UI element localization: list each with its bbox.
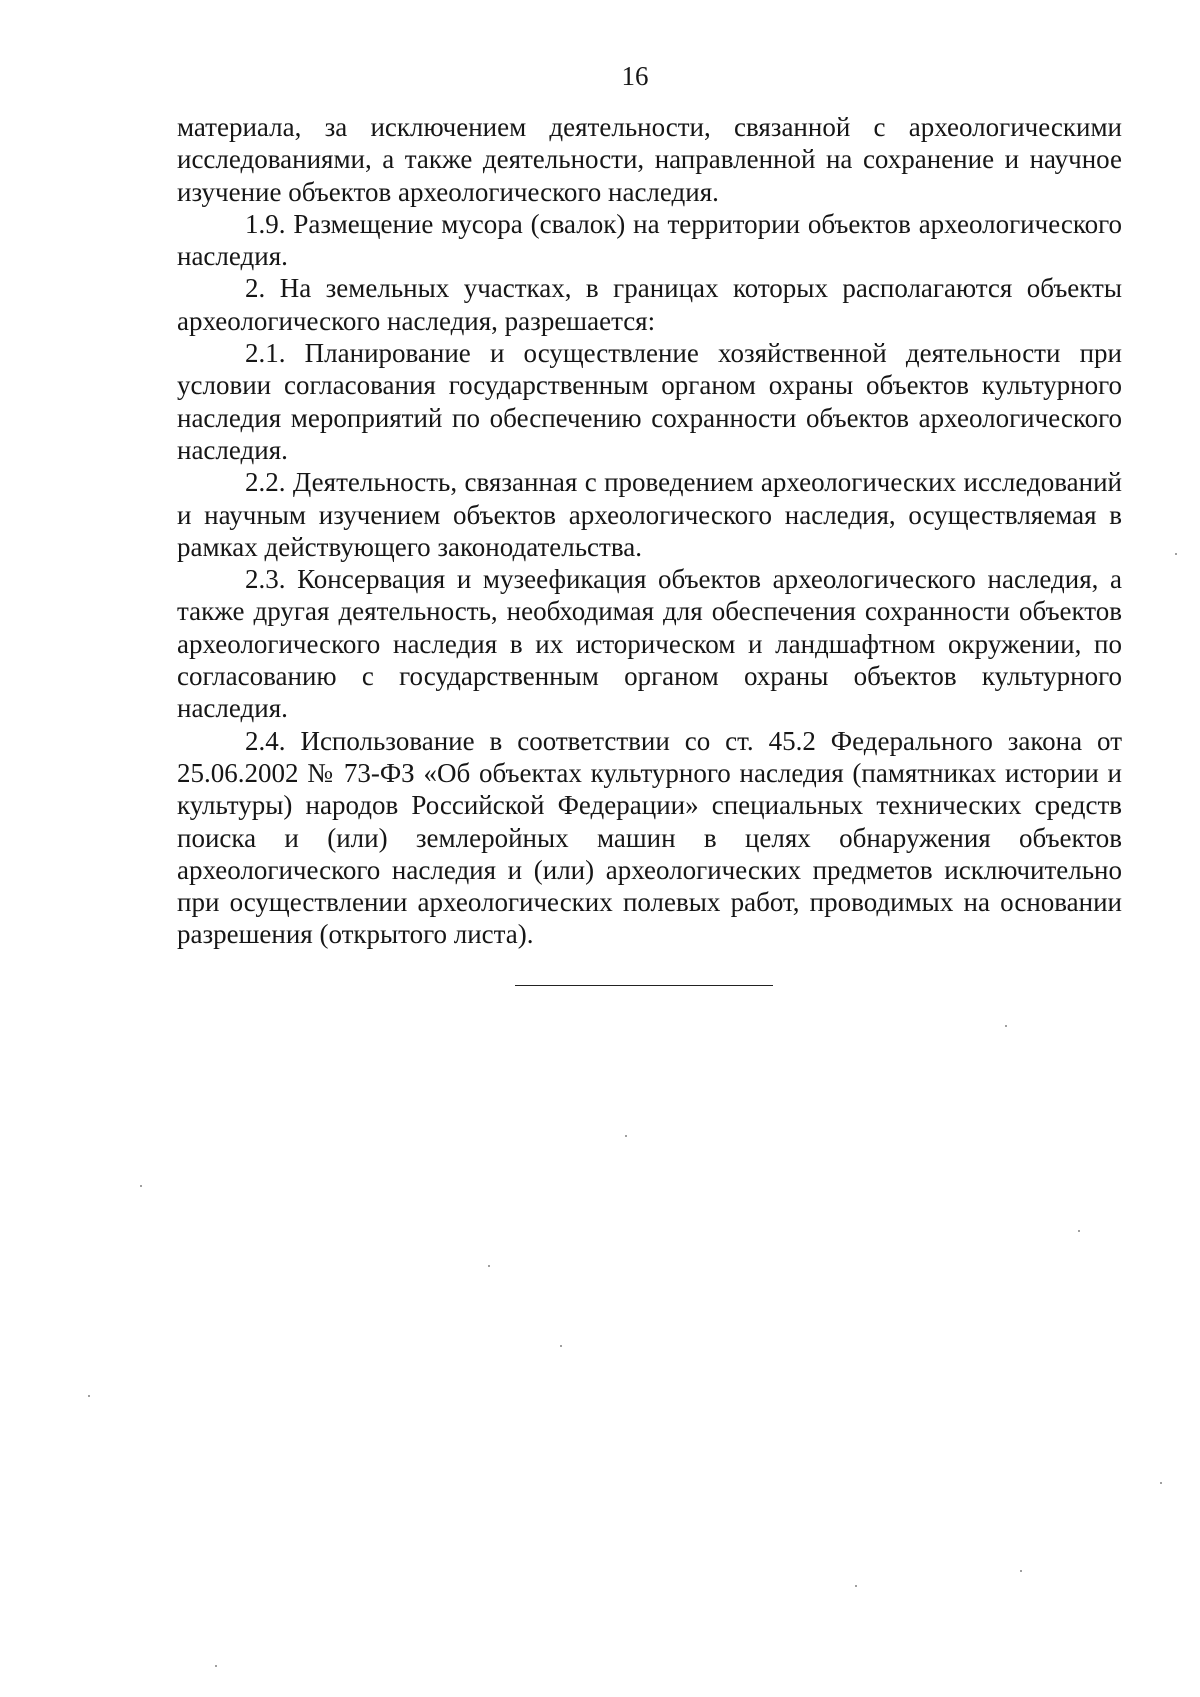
paragraph-1-9: 1.9. Размещение мусора (свалок) на территории объектов археологического наследия. xyxy=(177,208,1122,272)
paragraph-2-4: 2.4. Использование в соответствии со ст. 45.2 Федерального закона от 25.06.2002 № 73-ФЗ «Об объектах культурного наследия (памятниках истории и культуры) народов Российской Федерации» специальных технических средств поиска и (или) землеройных машин в целях обнаружения объектов археологического наследия и (или) археологических предметов исключительно при осуществлении археологических полевых работ, проводимых на основании разрешения (открытого листа). xyxy=(177,725,1122,950)
paragraph-2: 2. На земельных участках, в границах которых располагаются объекты археологического наследия, разрешается: xyxy=(177,273,1122,336)
scan-speck xyxy=(1005,1025,1007,1027)
scan-speck xyxy=(1078,1230,1080,1232)
document-body xyxy=(177,111,1122,951)
paragraph-2-1: 2.1. Планирование и осуществление хозяйственной деятельности при условии согласования государственным органом охраны объектов культурного наследия мероприятий по обеспечению сохранности объектов археологического наследия. xyxy=(177,338,1122,465)
paragraph-2-2: 2.2. Деятельность, связанная с проведением археологических исследований и научным изучением объектов археологического наследия, осуществляемая в рамках действующего законодательства. xyxy=(177,467,1122,562)
scan-speck xyxy=(625,1135,627,1137)
scan-speck xyxy=(488,1265,490,1267)
scan-speck xyxy=(88,1395,90,1397)
scan-speck xyxy=(855,1585,857,1587)
end-of-text-rule xyxy=(515,985,773,986)
paragraph-2-3: 2.3. Консервация и музеефикация объектов археологического наследия, а также другая деятельность, необходимая для обеспечения сохранности объектов археологического наследия в их историческом и ландшафтном окружении, по согласованию с государственным органом охраны объектов культурного наследия. xyxy=(177,564,1122,724)
scan-speck xyxy=(1020,1570,1022,1572)
scan-speck xyxy=(215,1665,217,1667)
paragraph-continuation: материала, за исключением деятельности, связанной с археологическими исследованиями, а также деятельности, направленной на сохранение и научное изучение объектов археологического наследия. xyxy=(177,112,1122,207)
page-number: 16 xyxy=(621,61,649,91)
scan-speck xyxy=(560,1345,562,1347)
scan-speck xyxy=(1175,553,1177,555)
scan-speck xyxy=(1160,1482,1162,1484)
scan-speck xyxy=(140,1185,142,1187)
